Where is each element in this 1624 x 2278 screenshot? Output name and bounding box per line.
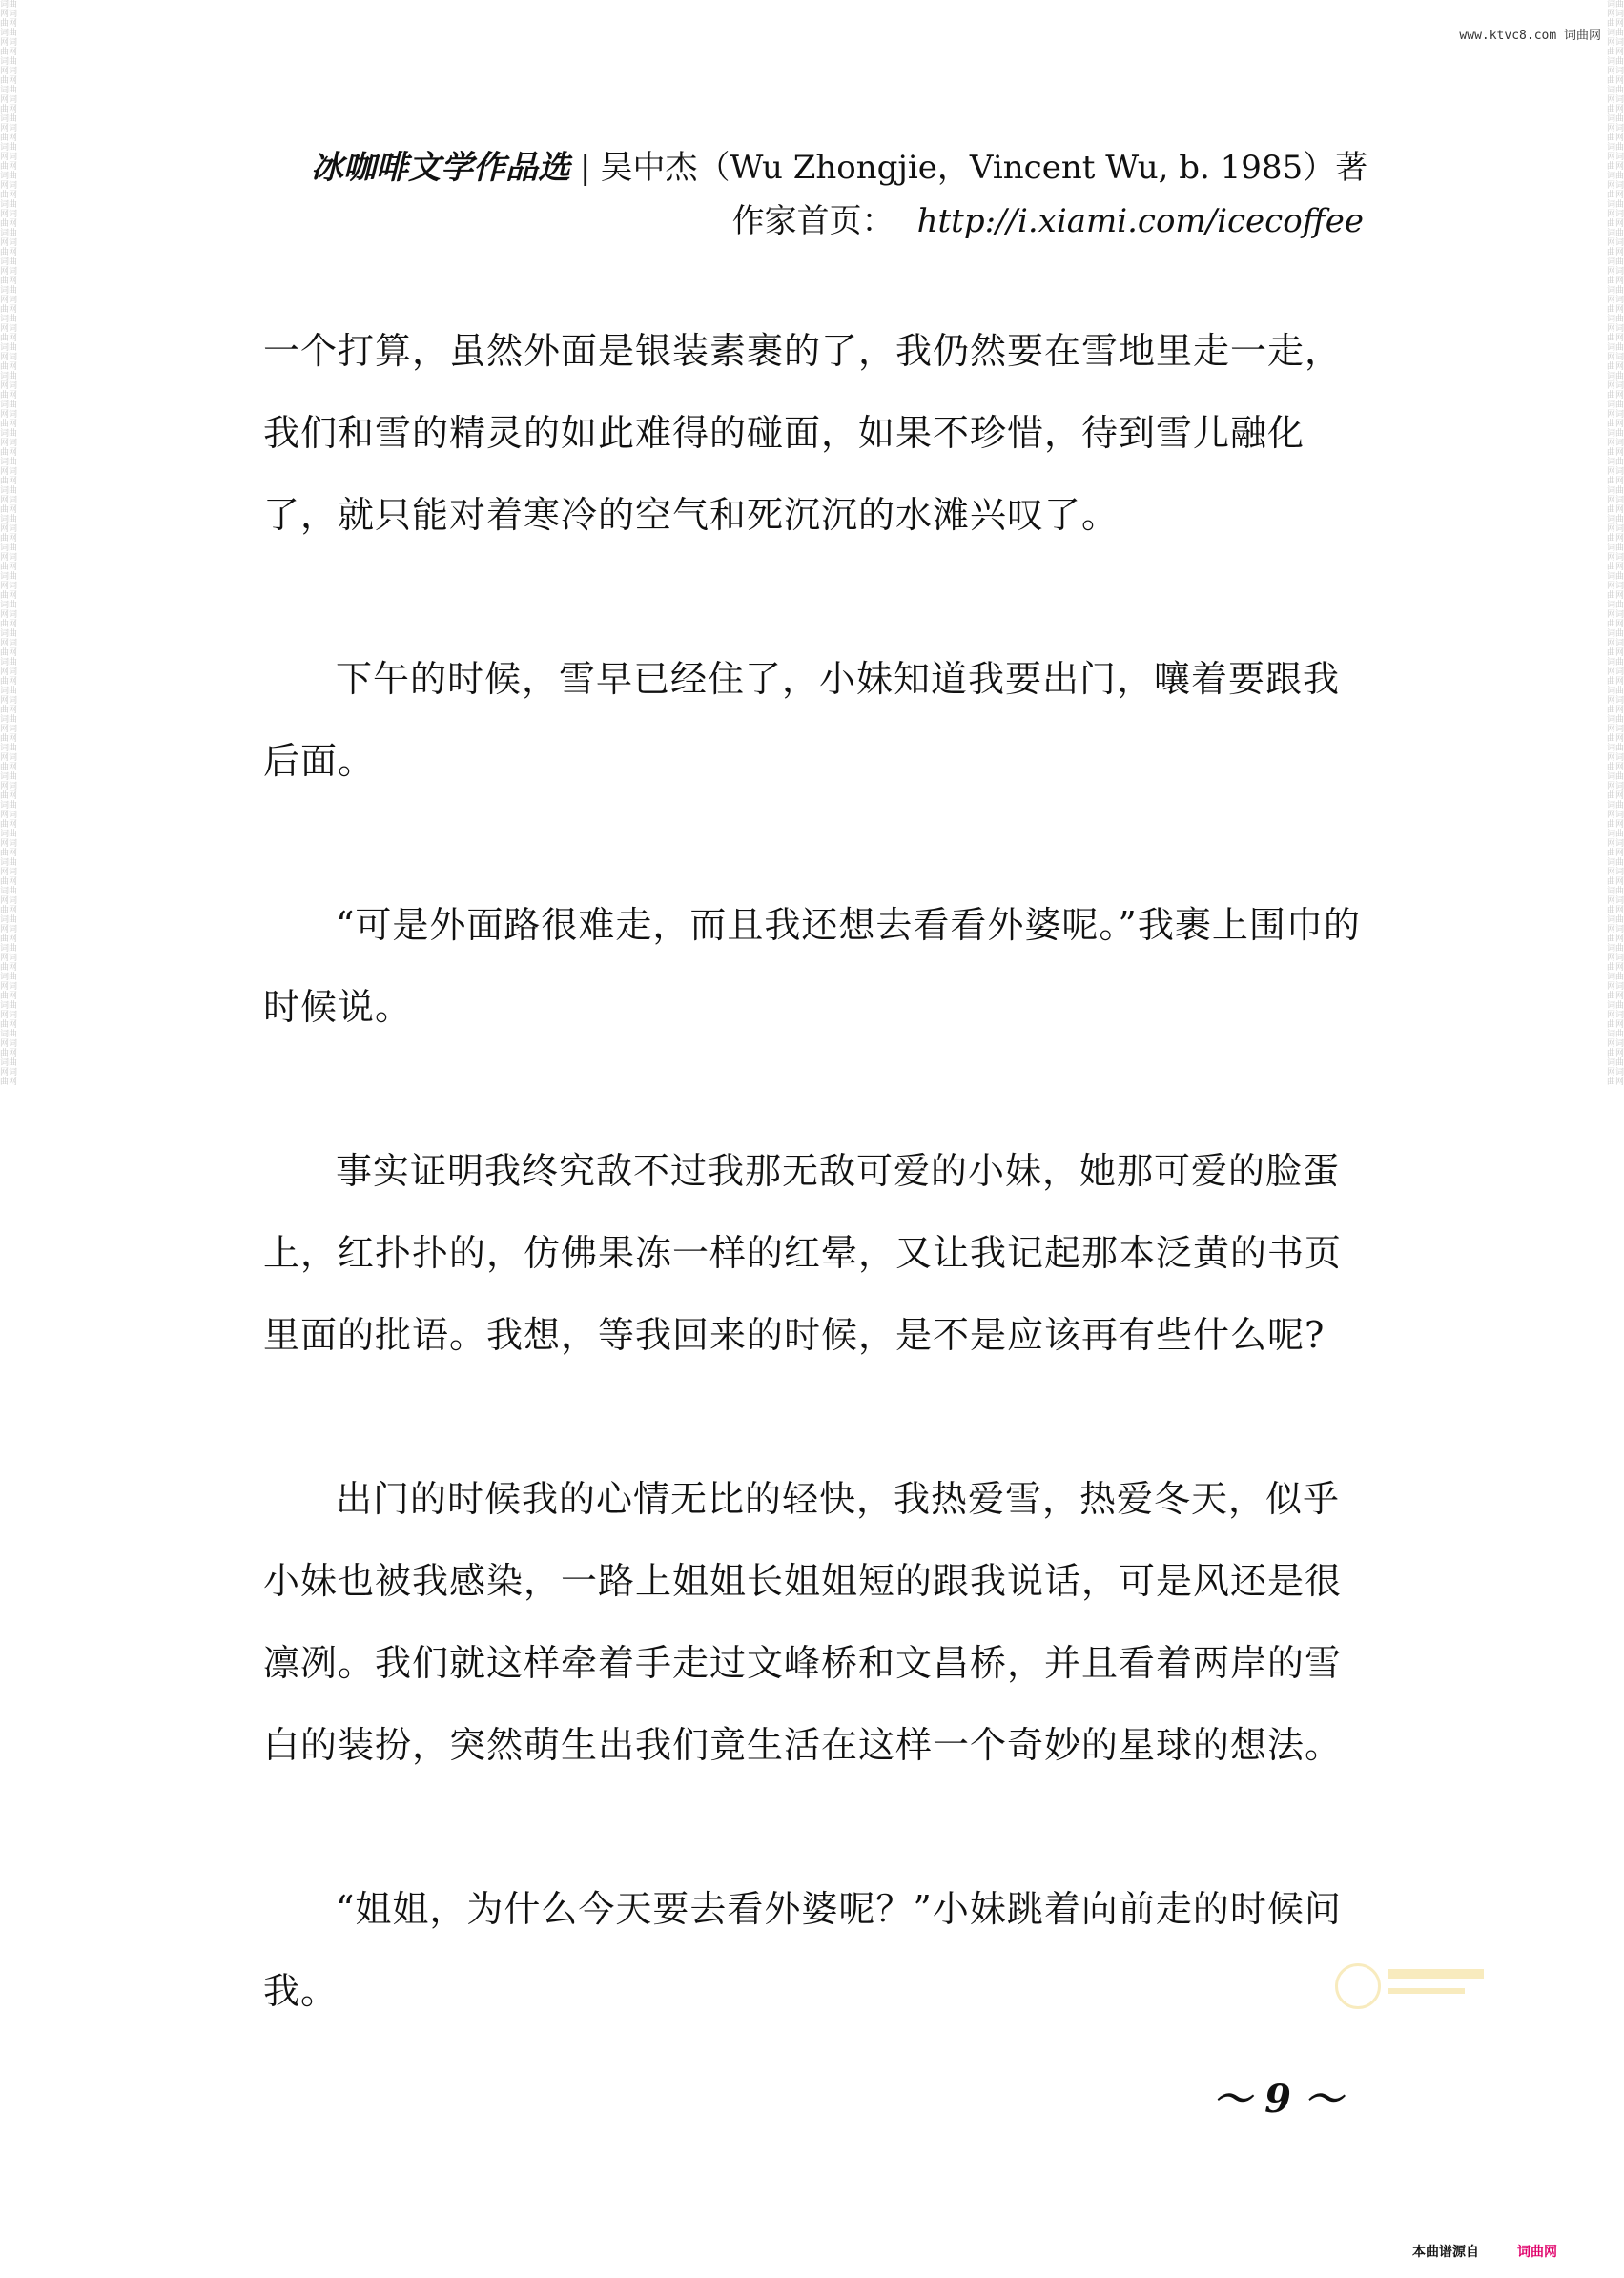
side-watermark-right: 词曲网词曲网词曲网词曲网词曲网词曲网词曲网词曲网词曲网词曲网词曲网词曲网词曲网词曲网词曲网词曲网词曲网词曲网词曲网词曲网词曲网词曲网词曲网词曲网词曲网词曲网词曲网词曲网词曲网词曲网词曲网词曲网词曲网词曲网词曲网词曲网词曲网词曲网词曲网词曲网词曲网词曲网词曲网词曲网词曲网词曲网词曲网词曲网词曲网词曲网词曲网词曲网词曲网词曲网词曲网词曲网词曲网词曲网词曲网词曲网词曲网词曲网词曲网词曲网词曲网词曲网词曲网词曲网词曲网词曲网词曲网词曲网词曲网词曲网词曲网词曲网 [1607,0,1624,1087]
header-title-line [311,143,1368,193]
footer-source [1412,2242,1557,2261]
footer-source-label: 本曲谱源自 [1412,2245,1479,2260]
site-watermark-url: www.ktvc8.com 词曲网 [1459,29,1601,43]
anthology-title: 冰咖啡文学作品选 [311,149,570,187]
page-number: ～ 9 ～ [1213,2077,1343,2122]
side-watermark-left: 词曲网词曲网词曲网词曲网词曲网词曲网词曲网词曲网词曲网词曲网词曲网词曲网词曲网词曲网词曲网词曲网词曲网词曲网词曲网词曲网词曲网词曲网词曲网词曲网词曲网词曲网词曲网词曲网词曲网词曲网词曲网词曲网词曲网词曲网词曲网词曲网词曲网词曲网词曲网词曲网词曲网词曲网词曲网词曲网词曲网词曲网词曲网词曲网词曲网词曲网词曲网词曲网词曲网词曲网词曲网词曲网词曲网词曲网词曲网词曲网词曲网词曲网词曲网词曲网词曲网词曲网词曲网词曲网词曲网词曲网词曲网词曲网词曲网词曲网词曲网词曲网 [0,0,17,1087]
paragraph: 下午的时候，雪早已经住了，小妹知道我要出门，嚷着要跟我后面。 [263,658,1341,782]
article-body [263,310,1369,2114]
page-header [311,143,1368,250]
header-separator: | [580,149,591,187]
paragraph: 事实证明我终究敌不过我那无敌可爱的小妹，她那可爱的脸蛋上，红扑扑的，仿佛果冻一样的红晕，又让我记起那本泛黄的书页里面的批语。我想，等我回来的时候，是不是应该再有些什么呢? [263,1150,1343,1356]
paragraph: 一个打算，虽然外面是银装素裹的了，我仍然要在雪地里走一走，我们和雪的精灵的如此难得的碰面，如果不珍惜，待到雪儿融化了，就只能对着寒冷的空气和死沉沉的水滩兴叹了。 [263,330,1343,536]
faint-watermark-logo [1335,1960,1497,2017]
homepage-line [311,193,1364,250]
homepage-label: 作家首页： [731,202,894,240]
logo-bar [1388,1969,1484,1979]
paragraph: 出门的时候我的心情无比的轻快，我热爱雪，热爱冬天，似乎小妹也被我感染，一路上姐姐长姐姐短的跟我说话，可是风还是很凛冽。我们就这样牵着手走过文峰桥和文昌桥，并且看着两岸的雪白的装扮，突然萌生出我们竟生活在这样一个奇妙的星球的想法。 [263,1478,1343,1766]
homepage-link[interactable]: http://i.xiami.com/icecoffee [916,202,1364,240]
footer-brand[interactable]: 词曲网 [1517,2245,1557,2260]
logo-bar-secondary [1388,1988,1465,1994]
logo-circle-icon [1335,1963,1381,2009]
paragraph: “姐姐，为什么今天要去看外婆呢？”小妹跳着向前走的时候问我。 [263,1888,1342,2012]
author-credit: 吴中杰（Wu Zhongjie，Vincent Wu, b. 1985）著 [600,149,1368,187]
paragraph: “可是外面路很难走，而且我还想去看看外婆呢。”我裹上围巾的时候说。 [263,904,1361,1028]
